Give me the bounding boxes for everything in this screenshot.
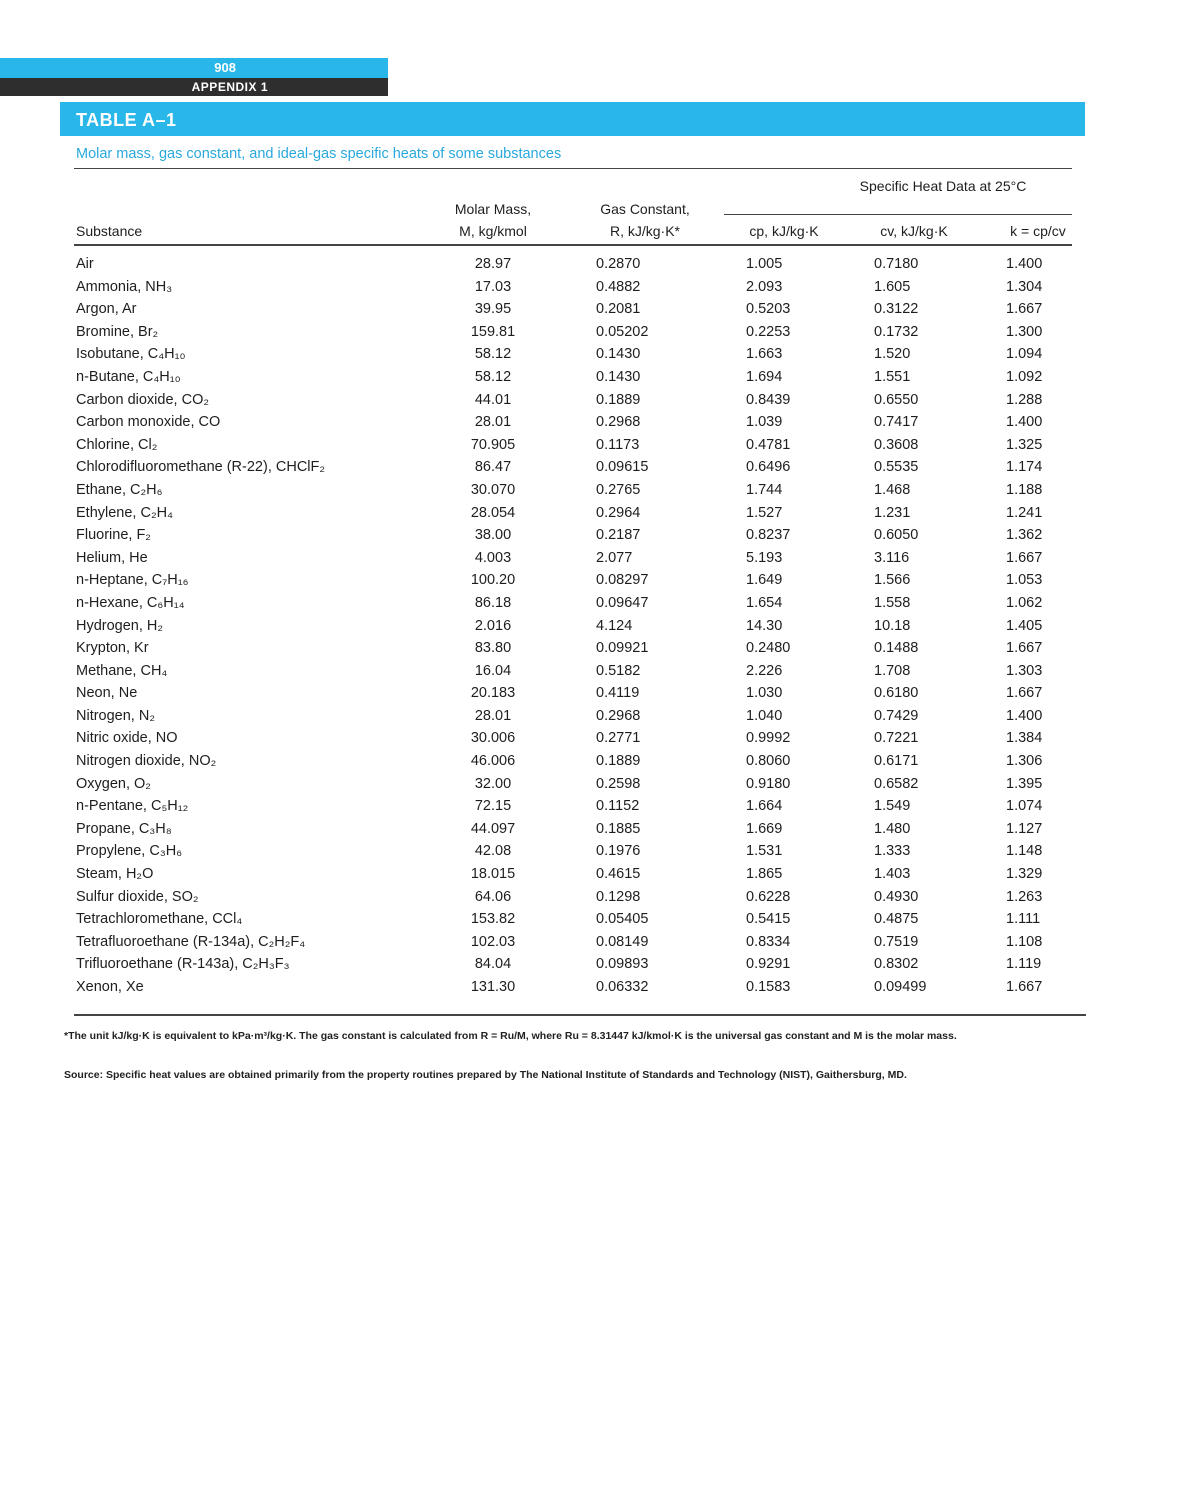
cell-substance: Xenon, Xe — [76, 979, 144, 995]
cell-k: 1.108 — [1006, 933, 1043, 950]
cell-gas-constant: 0.4882 — [596, 278, 641, 295]
cell-cp: 0.2253 — [746, 323, 791, 340]
cell-molar-mass: 18.015 — [470, 866, 516, 883]
cell-substance: Ethane, C₂H₆ — [76, 481, 163, 498]
cell-cv: 0.8302 — [874, 956, 919, 973]
cell-substance: Bromine, Br₂ — [76, 323, 159, 340]
cell-cv: 0.6180 — [874, 685, 919, 702]
cell-substance: Ammonia, NH₃ — [76, 278, 173, 295]
cell-substance: Neon, Ne — [76, 685, 138, 702]
cell-cp: 2.093 — [746, 278, 783, 295]
cell-molar-mass: 83.80 — [474, 640, 512, 657]
cell-substance: n-Heptane, C₇H₁₆ — [76, 572, 189, 589]
cell-cv: 0.6171 — [874, 753, 919, 770]
cell-molar-mass: 102.03 — [470, 933, 516, 950]
cell-gas-constant: 0.2964 — [596, 504, 641, 521]
cell-molar-mass: 20.183 — [470, 685, 516, 702]
cell-k: 1.400 — [1006, 256, 1043, 272]
cell-molar-mass: 32.00 — [474, 775, 512, 792]
cell-molar-mass: 16.04 — [474, 662, 512, 679]
cell-substance: Methane, CH₄ — [76, 662, 168, 679]
cell-molar-mass: 58.12 — [474, 368, 512, 385]
cell-cv: 3.116 — [874, 549, 910, 566]
cell-cp: 1.694 — [746, 368, 783, 385]
table-row — [74, 299, 1072, 322]
table-row — [74, 728, 1072, 751]
cell-gas-constant: 0.05202 — [596, 323, 649, 340]
table-row — [74, 457, 1072, 480]
cell-gas-constant: 0.06332 — [596, 979, 649, 995]
cell-gas-constant: 0.2771 — [596, 730, 641, 747]
cell-cp: 14.30 — [746, 617, 783, 634]
table-row — [74, 322, 1072, 345]
col-molar-mass-line2: M, kg/kmol — [459, 223, 527, 239]
cell-k: 1.667 — [1006, 549, 1043, 566]
cell-molar-mass: 131.30 — [470, 979, 516, 995]
cell-cp: 0.1583 — [746, 979, 791, 995]
cell-k: 1.667 — [1006, 301, 1043, 318]
cell-k: 1.263 — [1006, 888, 1043, 905]
cell-gas-constant: 0.2598 — [596, 775, 641, 792]
cell-cv: 0.4930 — [874, 888, 919, 905]
table-row — [74, 796, 1072, 819]
cell-molar-mass: 46.006 — [470, 753, 516, 770]
cell-molar-mass: 70.905 — [470, 436, 516, 453]
table-row — [74, 344, 1072, 367]
table-body — [74, 254, 1072, 1000]
cell-cp: 1.669 — [746, 820, 783, 837]
cell-cv: 0.1488 — [874, 640, 919, 657]
cell-substance: n-Hexane, C₆H₁₄ — [76, 594, 185, 611]
cell-cp: 0.4781 — [746, 436, 791, 453]
cell-cp: 1.663 — [746, 346, 783, 363]
cell-cv: 0.6050 — [874, 527, 919, 544]
cell-molar-mass: 64.06 — [474, 888, 512, 905]
cell-cv: 0.7429 — [874, 707, 919, 724]
cell-substance: Isobutane, C₄H₁₀ — [76, 346, 186, 363]
table-row — [74, 706, 1072, 729]
cell-substance: n-Pentane, C₅H₁₂ — [76, 798, 189, 815]
cell-molar-mass: 30.006 — [470, 730, 516, 747]
cell-molar-mass: 28.01 — [474, 414, 512, 431]
cell-k: 1.188 — [1006, 481, 1043, 498]
cell-molar-mass: 86.47 — [474, 459, 512, 476]
cell-cp: 1.527 — [746, 504, 783, 521]
cell-cv: 1.480 — [874, 820, 911, 837]
cell-k: 1.306 — [1006, 753, 1043, 770]
cell-gas-constant: 0.09893 — [596, 956, 649, 973]
cell-k: 1.092 — [1006, 368, 1043, 385]
cell-cp: 0.5415 — [746, 911, 791, 928]
cell-molar-mass: 28.01 — [474, 707, 512, 724]
cell-molar-mass: 44.097 — [470, 820, 516, 837]
cell-substance: Trifluoroethane (R-143a), C₂H₃F₃ — [76, 956, 290, 973]
cell-cp: 0.9180 — [746, 775, 791, 792]
cell-substance: Carbon monoxide, CO — [76, 414, 221, 431]
table-row — [74, 503, 1072, 526]
cell-k: 1.111 — [1006, 911, 1041, 928]
cell-k: 1.174 — [1006, 459, 1043, 476]
table-row — [74, 819, 1072, 842]
table-row — [74, 932, 1072, 955]
col-cv: cv, kJ/kg·K — [880, 223, 948, 239]
cell-cv: 0.7180 — [874, 256, 919, 272]
cell-k: 1.062 — [1006, 594, 1043, 611]
cell-gas-constant: 0.2870 — [596, 256, 641, 272]
cell-cp: 1.030 — [746, 685, 783, 702]
cell-molar-mass: 100.20 — [470, 572, 516, 589]
cell-cv: 0.4875 — [874, 911, 919, 928]
cell-cp: 1.531 — [746, 843, 783, 860]
table-row — [74, 841, 1072, 864]
cell-cv: 0.7221 — [874, 730, 919, 747]
page-number: 908 — [0, 58, 388, 78]
header-bottom-rule — [74, 244, 1072, 246]
cell-substance: Carbon dioxide, CO₂ — [76, 391, 209, 408]
cell-cv: 1.520 — [874, 346, 911, 363]
cell-gas-constant: 0.1889 — [596, 753, 641, 770]
cell-gas-constant: 0.1885 — [596, 820, 641, 837]
col-molar-mass — [418, 198, 568, 242]
col-molar-mass-line1: Molar Mass, — [454, 201, 532, 217]
table-row — [74, 887, 1072, 910]
cell-k: 1.667 — [1006, 979, 1043, 995]
col-gas-constant-line2: R, kJ/kg·K* — [609, 223, 680, 239]
cell-gas-constant: 0.2187 — [596, 527, 641, 544]
cell-cp: 0.8060 — [746, 753, 791, 770]
cell-cv: 1.551 — [874, 368, 911, 385]
cell-substance: Chlorine, Cl₂ — [76, 436, 158, 453]
cell-cv: 1.549 — [874, 798, 911, 815]
appendix-label: APPENDIX 1 — [0, 78, 388, 96]
cell-gas-constant: 2.077 — [596, 549, 633, 566]
table-row — [74, 751, 1072, 774]
cell-substance: Steam, H₂O — [76, 866, 154, 883]
cell-substance: Propane, C₃H₈ — [76, 820, 172, 837]
cell-substance: Nitrogen dioxide, NO₂ — [76, 753, 217, 770]
cell-cv: 0.09499 — [874, 979, 927, 995]
cell-substance: Sulfur dioxide, SO₂ — [76, 888, 199, 905]
cell-cp: 1.744 — [746, 481, 783, 498]
cell-molar-mass: 17.03 — [474, 278, 512, 295]
cell-k: 1.241 — [1006, 504, 1043, 521]
cell-cp: 0.2480 — [746, 640, 791, 657]
cell-gas-constant: 0.1152 — [596, 798, 640, 815]
cell-k: 1.148 — [1006, 843, 1043, 860]
cell-cv: 0.3608 — [874, 436, 919, 453]
cell-substance: Helium, He — [76, 549, 148, 566]
cell-molar-mass: 38.00 — [474, 527, 512, 544]
cell-k: 1.400 — [1006, 707, 1043, 724]
cell-k: 1.094 — [1006, 346, 1043, 363]
cell-k: 1.667 — [1006, 685, 1043, 702]
cell-gas-constant: 0.1173 — [596, 436, 640, 453]
table-row — [74, 570, 1072, 593]
cell-k: 1.329 — [1006, 866, 1043, 883]
cell-substance: Tetrachloromethane, CCl₄ — [76, 911, 243, 928]
cell-k: 1.325 — [1006, 436, 1043, 453]
cell-cp: 0.6228 — [746, 888, 791, 905]
cell-cp: 1.649 — [746, 572, 783, 589]
cell-k: 1.362 — [1006, 527, 1043, 544]
cell-k: 1.667 — [1006, 640, 1043, 657]
table-row — [74, 909, 1072, 932]
cell-k: 1.405 — [1006, 617, 1043, 634]
cell-gas-constant: 0.09921 — [596, 640, 649, 657]
cell-substance: Tetrafluoroethane (R-134a), C₂H₂F₄ — [76, 933, 306, 950]
cell-cp: 0.8237 — [746, 527, 791, 544]
cell-cv: 0.5535 — [874, 459, 919, 476]
cell-cv: 1.333 — [874, 843, 911, 860]
cell-molar-mass: 4.003 — [474, 549, 512, 566]
cell-k: 1.074 — [1006, 798, 1043, 815]
table-bottom-rule — [74, 1014, 1086, 1016]
table-footnote: *The unit kJ/kg·K is equivalent to kPa·m³/kg·K. The gas constant is calculated from R = Ru/M, where Ru = 8.31447 kJ/kmol·K is the universal gas constant and M is the molar mass. — [64, 1030, 957, 1042]
cell-substance: Nitric oxide, NO — [76, 730, 178, 747]
cell-cv: 1.558 — [874, 594, 911, 611]
cell-cv: 0.6582 — [874, 775, 919, 792]
cell-k: 1.384 — [1006, 730, 1043, 747]
cell-molar-mass: 39.95 — [474, 301, 512, 318]
cell-k: 1.304 — [1006, 278, 1043, 295]
cell-gas-constant: 0.2081 — [596, 301, 641, 318]
cell-cv: 1.231 — [874, 504, 911, 521]
cell-cv: 1.566 — [874, 572, 911, 589]
cell-cp: 0.6496 — [746, 459, 791, 476]
table-row — [74, 661, 1072, 684]
table-row — [74, 683, 1072, 706]
cell-cp: 0.9992 — [746, 730, 791, 747]
col-gas-constant-line1: Gas Constant, — [600, 201, 690, 217]
cell-k: 1.053 — [1006, 572, 1043, 589]
cell-cp: 0.5203 — [746, 301, 791, 318]
col-gas-constant — [570, 198, 720, 242]
table-row — [74, 277, 1072, 300]
cell-cp: 0.9291 — [746, 956, 791, 973]
cell-gas-constant: 0.08149 — [596, 933, 649, 950]
cell-gas-constant: 0.1889 — [596, 391, 641, 408]
cell-gas-constant: 0.08297 — [596, 572, 649, 589]
cell-substance: Krypton, Kr — [76, 640, 149, 657]
cell-substance: Nitrogen, N₂ — [76, 707, 155, 724]
cell-molar-mass: 58.12 — [474, 346, 512, 363]
cell-gas-constant: 0.1430 — [596, 368, 641, 385]
table-header — [74, 168, 1072, 246]
cell-molar-mass: 28.054 — [470, 504, 516, 521]
cell-k: 1.127 — [1006, 820, 1043, 837]
cell-k: 1.303 — [1006, 662, 1043, 679]
table-row — [74, 525, 1072, 548]
cell-molar-mass: 42.08 — [474, 843, 512, 860]
cell-gas-constant: 0.1298 — [596, 888, 641, 905]
table-source: Source: Specific heat values are obtained primarily from the property routines prepared by The National Institute of Standards and Technology (NIST), Gaithersburg, MD. — [64, 1069, 907, 1081]
cell-gas-constant: 0.2765 — [596, 481, 641, 498]
table-row — [74, 412, 1072, 435]
cell-molar-mass: 159.81 — [470, 323, 516, 340]
cell-gas-constant: 0.09647 — [596, 594, 649, 611]
cell-cp: 0.8439 — [746, 391, 791, 408]
cell-substance: Oxygen, O₂ — [76, 775, 151, 792]
cell-molar-mass: 2.016 — [474, 617, 512, 634]
table-row — [74, 254, 1072, 277]
cell-substance: Air — [76, 256, 94, 272]
table-row — [74, 638, 1072, 661]
cell-cv: 0.3122 — [874, 301, 919, 318]
page-tab — [0, 58, 388, 96]
cell-cv: 10.18 — [874, 617, 911, 634]
cell-cv: 0.7417 — [874, 414, 919, 431]
table-row — [74, 616, 1072, 639]
col-k: k = cp/cv — [1010, 223, 1066, 239]
cell-gas-constant: 0.2968 — [596, 414, 641, 431]
cell-substance: Ethylene, C₂H₄ — [76, 504, 173, 521]
table-caption: Molar mass, gas constant, and ideal-gas specific heats of some substances — [76, 146, 562, 162]
cell-gas-constant: 0.05405 — [596, 911, 649, 928]
table-row — [74, 593, 1072, 616]
header-top-rule — [74, 168, 1072, 169]
cell-cp: 2.226 — [746, 662, 783, 679]
cell-gas-constant: 0.5182 — [596, 662, 641, 679]
cell-k: 1.119 — [1006, 956, 1042, 973]
cell-molar-mass: 153.82 — [470, 911, 516, 928]
table-row — [74, 435, 1072, 458]
table-label: TABLE A–1 — [60, 102, 1085, 136]
cell-cv: 1.605 — [874, 278, 911, 295]
cell-substance: Argon, Ar — [76, 301, 137, 318]
table-row — [74, 774, 1072, 797]
table-row — [74, 390, 1072, 413]
cell-gas-constant: 4.124 — [596, 617, 633, 634]
table-row — [74, 864, 1072, 887]
cell-cp: 1.865 — [746, 866, 783, 883]
cell-cv: 0.6550 — [874, 391, 919, 408]
table-row — [74, 977, 1072, 1000]
cell-gas-constant: 0.2968 — [596, 707, 641, 724]
cell-cv: 1.403 — [874, 866, 911, 883]
cell-substance: Chlorodifluoromethane (R-22), CHClF₂ — [76, 459, 325, 476]
cell-k: 1.400 — [1006, 414, 1043, 431]
cell-molar-mass: 28.97 — [474, 256, 512, 272]
cell-gas-constant: 0.09615 — [596, 459, 649, 476]
cell-substance: Fluorine, F₂ — [76, 527, 151, 544]
cell-molar-mass: 84.04 — [474, 956, 512, 973]
cell-cp: 1.039 — [746, 414, 783, 431]
cell-k: 1.300 — [1006, 323, 1043, 340]
cell-gas-constant: 0.4119 — [596, 685, 640, 702]
cell-molar-mass: 30.070 — [470, 481, 516, 498]
table-row — [74, 548, 1072, 571]
cell-cp: 1.005 — [746, 256, 783, 272]
cell-molar-mass: 72.15 — [474, 798, 512, 815]
cell-molar-mass: 44.01 — [474, 391, 512, 408]
cell-cv: 0.7519 — [874, 933, 919, 950]
cell-cv: 0.1732 — [874, 323, 919, 340]
table-row — [74, 367, 1072, 390]
cell-cp: 1.664 — [746, 798, 783, 815]
col-cp: cp, kJ/kg·K — [749, 223, 819, 239]
cell-substance: n-Butane, C₄H₁₀ — [76, 368, 181, 385]
cell-gas-constant: 0.1976 — [596, 843, 641, 860]
cell-cp: 0.8334 — [746, 933, 791, 950]
cell-cv: 1.468 — [874, 481, 911, 498]
cell-cv: 1.708 — [874, 662, 911, 679]
cell-gas-constant: 0.1430 — [596, 346, 641, 363]
table-row — [74, 954, 1072, 977]
table-row — [74, 480, 1072, 503]
cell-cp: 5.193 — [746, 549, 783, 566]
cell-cp: 1.654 — [746, 594, 783, 611]
cell-cp: 1.040 — [746, 707, 783, 724]
cell-substance: Propylene, C₃H₆ — [76, 843, 183, 860]
col-substance: Substance — [76, 223, 143, 239]
cell-gas-constant: 0.4615 — [596, 866, 641, 883]
cell-substance: Hydrogen, H₂ — [76, 617, 164, 634]
specific-heat-group-header: Specific Heat Data at 25°C — [859, 178, 1027, 194]
cell-molar-mass: 86.18 — [474, 594, 512, 611]
group-header-rule — [724, 214, 1072, 215]
cell-k: 1.288 — [1006, 391, 1043, 408]
cell-k: 1.395 — [1006, 775, 1043, 792]
